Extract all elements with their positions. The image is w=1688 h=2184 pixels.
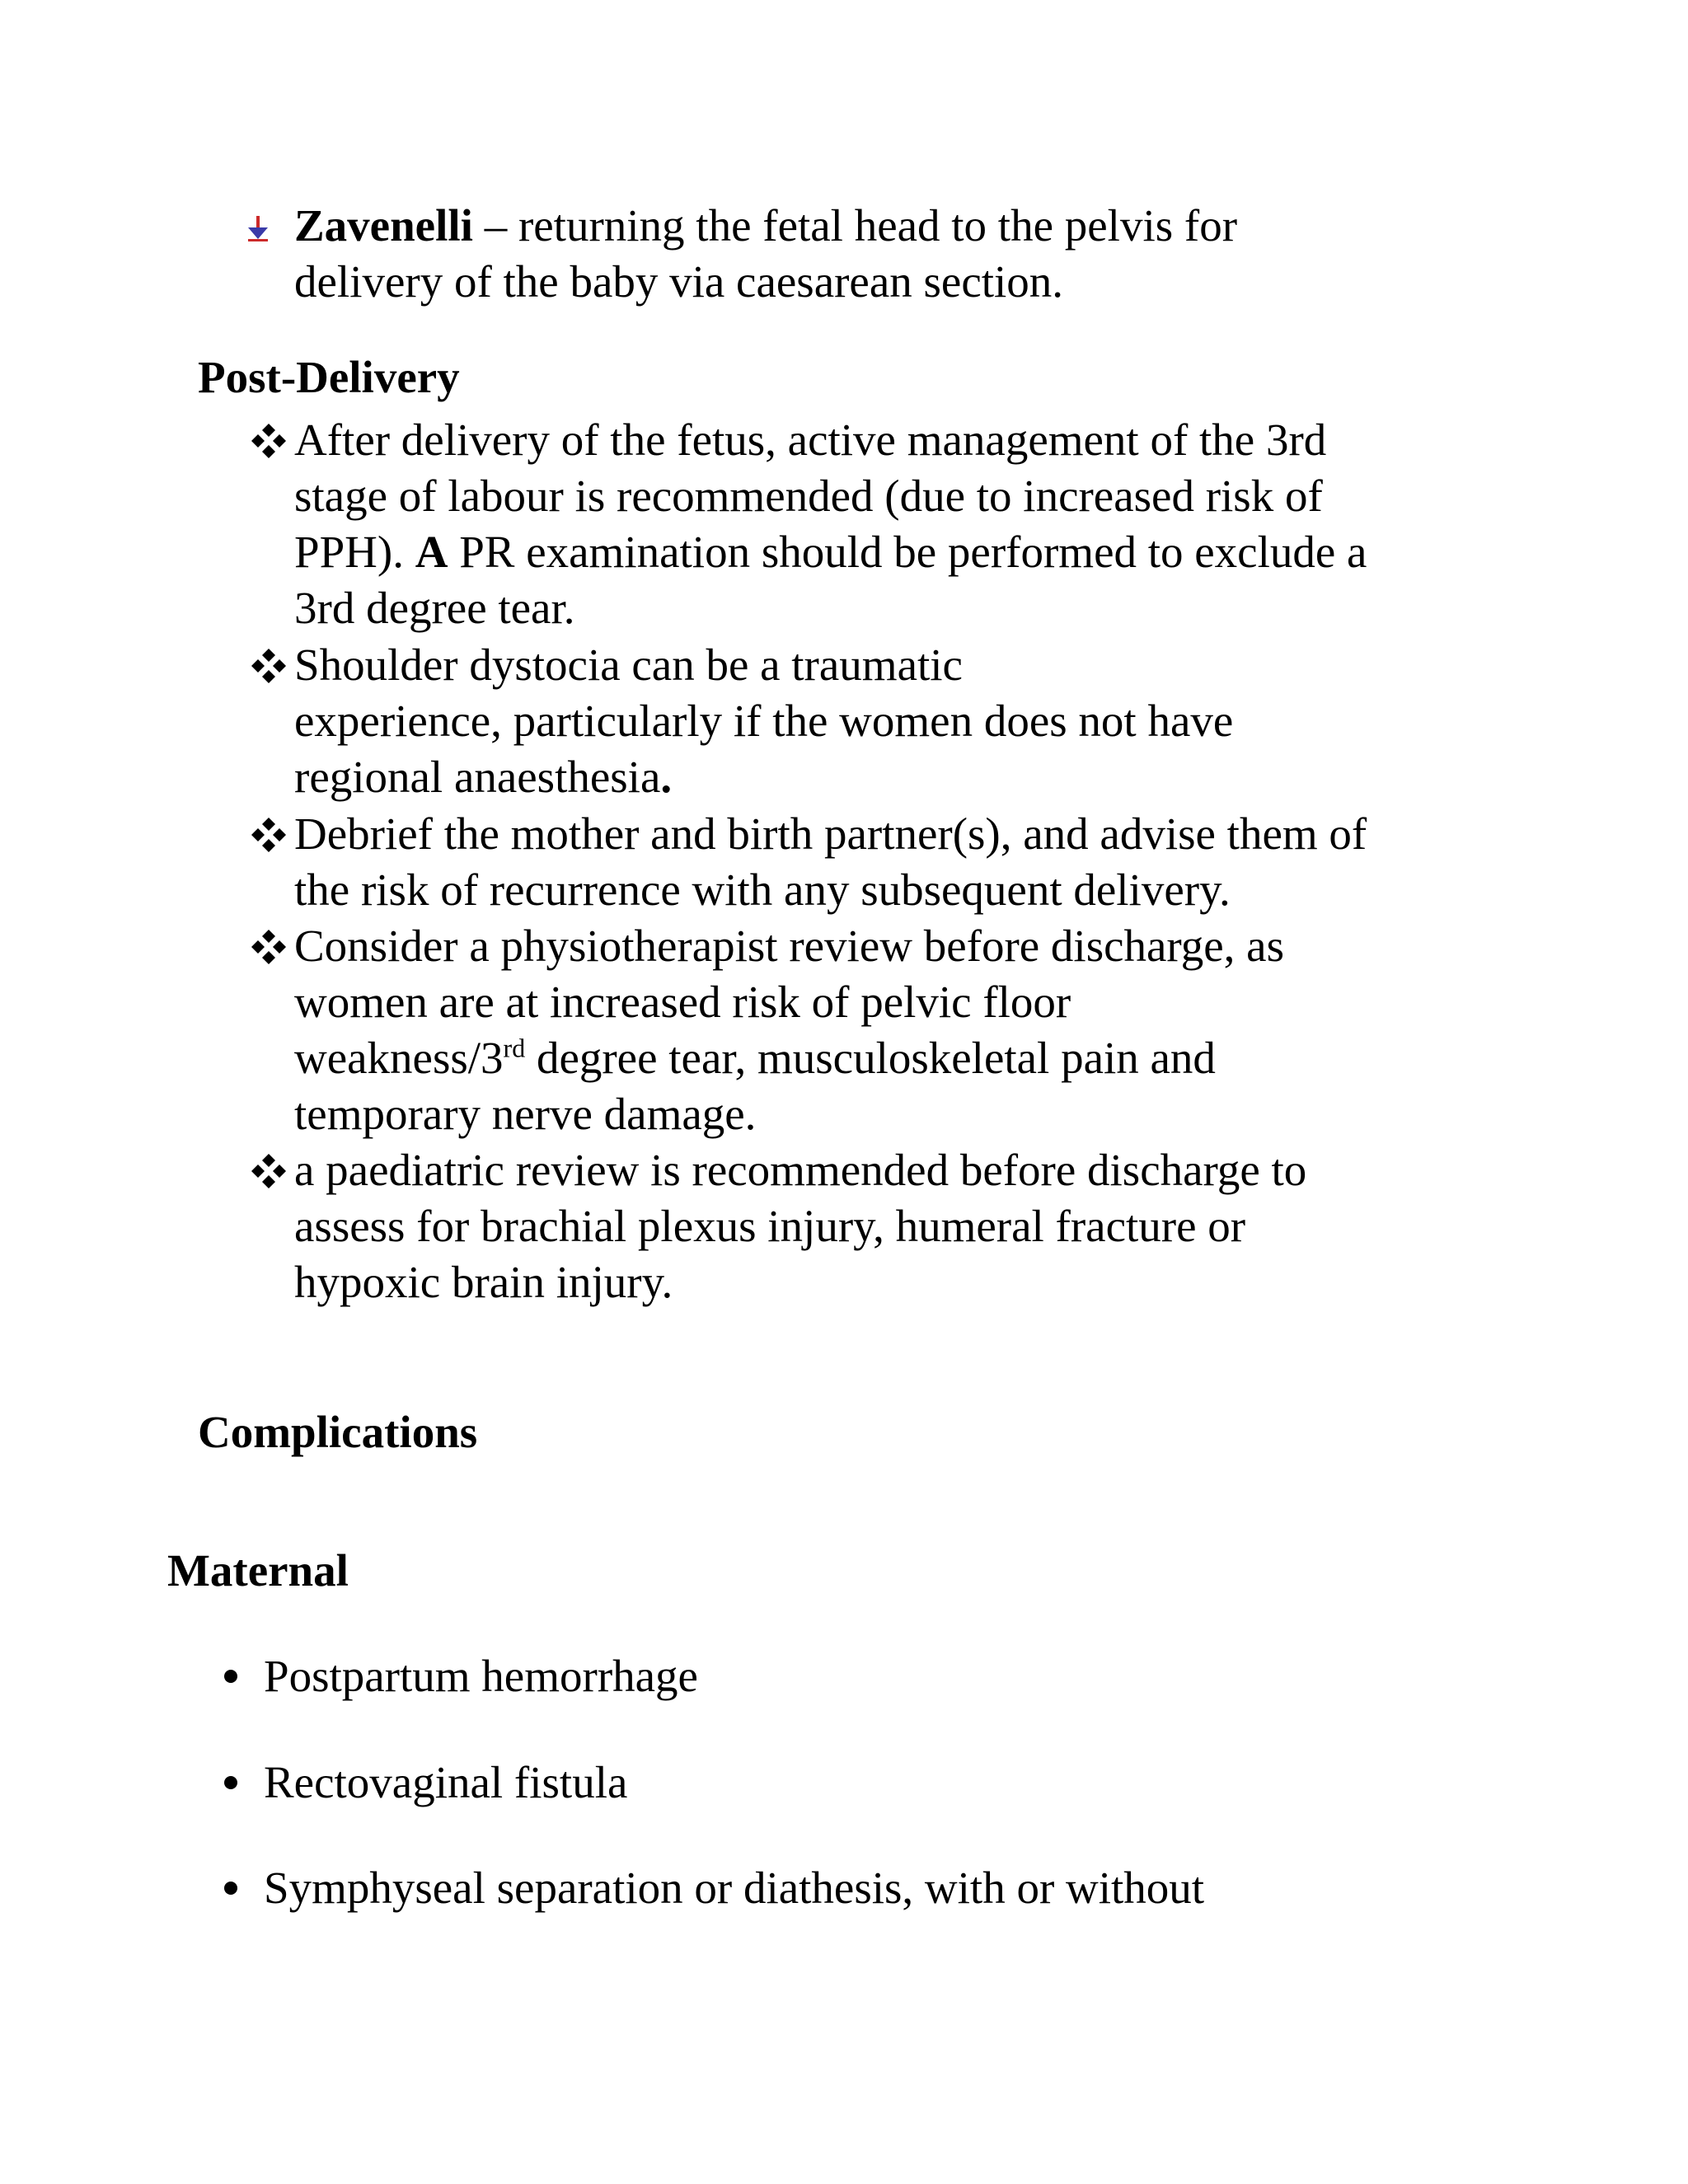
arrow-down-bullet-icon [246,214,270,242]
post-delivery-item-1-line-3-pre: PPH). [294,527,415,577]
post-delivery-item-4-line-4: temporary nerve damage. [294,1089,757,1139]
post-delivery-item-4-line-3-sup: rd [503,1033,526,1063]
post-delivery-item-4-line-3-pre: weakness/3 [294,1033,504,1083]
post-delivery-item-2-line-3 [294,749,672,805]
four-diamond-bullet-icon [250,422,288,460]
post-delivery-item-5-line-2: assess for brachial plexus injury, humeral fracture or [294,1201,1246,1251]
post-delivery-item-5-line-1: a paediatric review is recommended before discharge to [294,1145,1307,1195]
post-delivery-heading: Post-Delivery [198,352,460,402]
maternal-item-2: Rectovaginal fistula [264,1757,628,1807]
post-delivery-item-1-line-3 [294,524,1367,580]
post-delivery-item-4-line-3 [294,1030,1216,1086]
four-diamond-bullet-icon [250,647,288,685]
post-delivery-item-1-line-2: stage of labour is recommended (due to increased risk of [294,471,1323,521]
complications-heading: Complications [198,1407,478,1457]
zavenelli-term: Zavenelli [294,200,473,251]
filled-circle-bullet-icon [224,1776,237,1789]
post-delivery-item-2-line-3-bold-end: . [660,752,673,802]
four-diamond-bullet-icon [250,816,288,854]
post-delivery-item-4-line-1: Consider a physiotherapist review before discharge, as [294,921,1284,971]
post-delivery-item-3-line-2: the risk of recurrence with any subsequent delivery. [294,865,1231,915]
zavenelli-line-2: delivery of the baby via caesarean section. [294,256,1064,307]
post-delivery-item-4-line-3-post: degree tear, musculoskeletal pain and [525,1033,1216,1083]
four-diamond-bullet-icon [250,928,288,966]
post-delivery-item-1-line-3-post: PR examination should be performed to exclude a [448,527,1367,577]
post-delivery-item-4-line-2: women are at increased risk of pelvic floor [294,977,1071,1027]
filled-circle-bullet-icon [224,1882,237,1895]
maternal-item-3: Symphyseal separation or diathesis, with or without [264,1863,1205,1913]
post-delivery-item-2-line-1: Shoulder dystocia can be a traumatic [294,640,963,690]
maternal-item-1: Postpartum hemorrhage [264,1651,698,1701]
zavenelli-line-1-text: – returning the fetal head to the pelvis for [472,200,1238,251]
four-diamond-bullet-icon [250,1152,288,1190]
post-delivery-item-1-line-1: After delivery of the fetus, active management of the 3rd [294,415,1327,465]
post-delivery-item-2-line-3-text: regional anaesthesia [294,752,661,802]
post-delivery-item-2-line-2: experience, particularly if the women does not have [294,696,1234,746]
post-delivery-item-1-line-3-bold: A [415,527,448,577]
filled-circle-bullet-icon [224,1670,237,1683]
post-delivery-item-1-line-4: 3rd degree tear. [294,583,575,633]
post-delivery-item-3-line-1: Debrief the mother and birth partner(s), and advise them of [294,808,1367,859]
zavenelli-line-1 [294,198,1237,254]
post-delivery-item-5-line-3: hypoxic brain injury. [294,1257,673,1307]
maternal-heading: Maternal [167,1545,349,1596]
